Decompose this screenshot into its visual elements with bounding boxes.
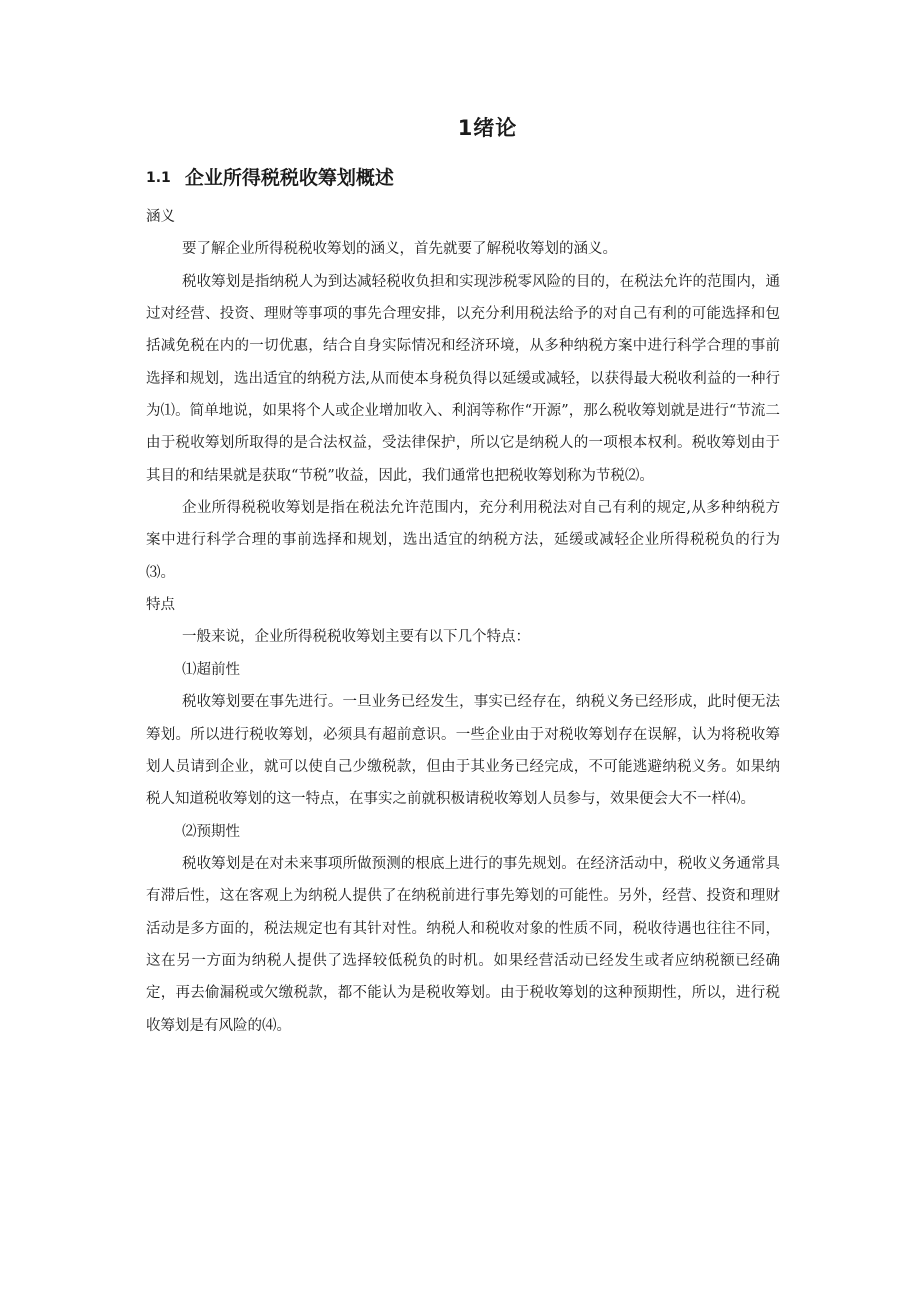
paragraph-feature-2: 税收筹划是在对未来事项所做预测的根底上进行的事先规划。在经济活动中，税收义务通常具有滞后性，这在客观上为纳税人提供了在纳税前进行事先筹划的可能性。另外，经营、投资和理财活动是多方面的，税法规定也有其针对性。纳税人和税收对象的性质不同，税收待遇也往往不同，这在另一方面为纳税人提供了选择较低税负的时机。如果经营活动已经发生或者应纳税额已经确定，再去偷漏税或欠缴税款，都不能认为是税收筹划。由于税收筹划的这种预期性，所以，进行税收筹划是有风险的⑷。 bbox=[146, 855, 780, 1034]
paragraph-intro: 要了解企业所得税税收筹划的涵义，首先就要了解税收筹划的涵义。 bbox=[182, 241, 617, 258]
subheading-features: 特点 bbox=[146, 597, 175, 614]
paragraph-corporate-definition: 企业所得税税收筹划是指在税法允许范围内，充分利用税法对自己有利的规定,从多种纳税方案中进行科学合理的事前选择和规划，选出适宜的纳税方法，延缓或减轻企业所得税税负的行为⑶。 bbox=[146, 500, 780, 581]
subheading-meaning: 涵义 bbox=[146, 209, 175, 225]
document-body bbox=[146, 201, 780, 1042]
chapter-title: 1绪论 bbox=[457, 116, 518, 140]
section-heading bbox=[146, 162, 394, 190]
paragraph-feature-1: 税收筹划要在事先进行。一旦业务已经发生，事实已经存在，纳税义务已经形成，此时便无法筹划。所以进行税收筹划，必须具有超前意识。一些企业由于对税收筹划存在误解，认为将税收筹划人员请到企业，就可以使自己少缴税款，但由于其业务已经完成，不可能逃避纳税义务。如果纳税人知道税收筹划的这一特点，在事实之前就积极请税收筹划人员参与，效果便会大不一样⑷。 bbox=[146, 694, 780, 808]
section-number: 1.1 bbox=[146, 170, 171, 186]
section-title: 企业所得税税收筹划概述 bbox=[184, 167, 394, 189]
paragraph-definition: 税收筹划是指纳税人为到达减轻税收负担和实现涉税零风险的目的，在税法允许的范围内，通过对经营、投资、理财等事项的事先合理安排，以充分利用税法给予的对自己有利的可能选择和包括减免税在内的一切优惠，结合自身实际情况和经济环境，从多种纳税方案中进行科学合理的事前选择和规划，选出适宜的纳税方法,从而使本身税负得以延缓或减轻，以获得最大税收利益的一种行为⑴。简单地说，如果将个人或企业增加收入、利润等称作“开源”，那么税收筹划就是进行“节流二由于税收筹划所取得的是合法权益，受法律保护，所以它是纳税人的一项根本权利。税收筹划由于其目的和结果就是获取“节税”收益，因此，我们通常也把税收筹划称为节税⑵。 bbox=[146, 273, 780, 484]
feature-1-title: ⑴超前性 bbox=[182, 661, 240, 678]
paragraph-features-intro: 一般来说，企业所得税税收筹划主要有以下几个特点： bbox=[182, 629, 530, 646]
feature-2-title: ⑵预期性 bbox=[182, 823, 240, 840]
